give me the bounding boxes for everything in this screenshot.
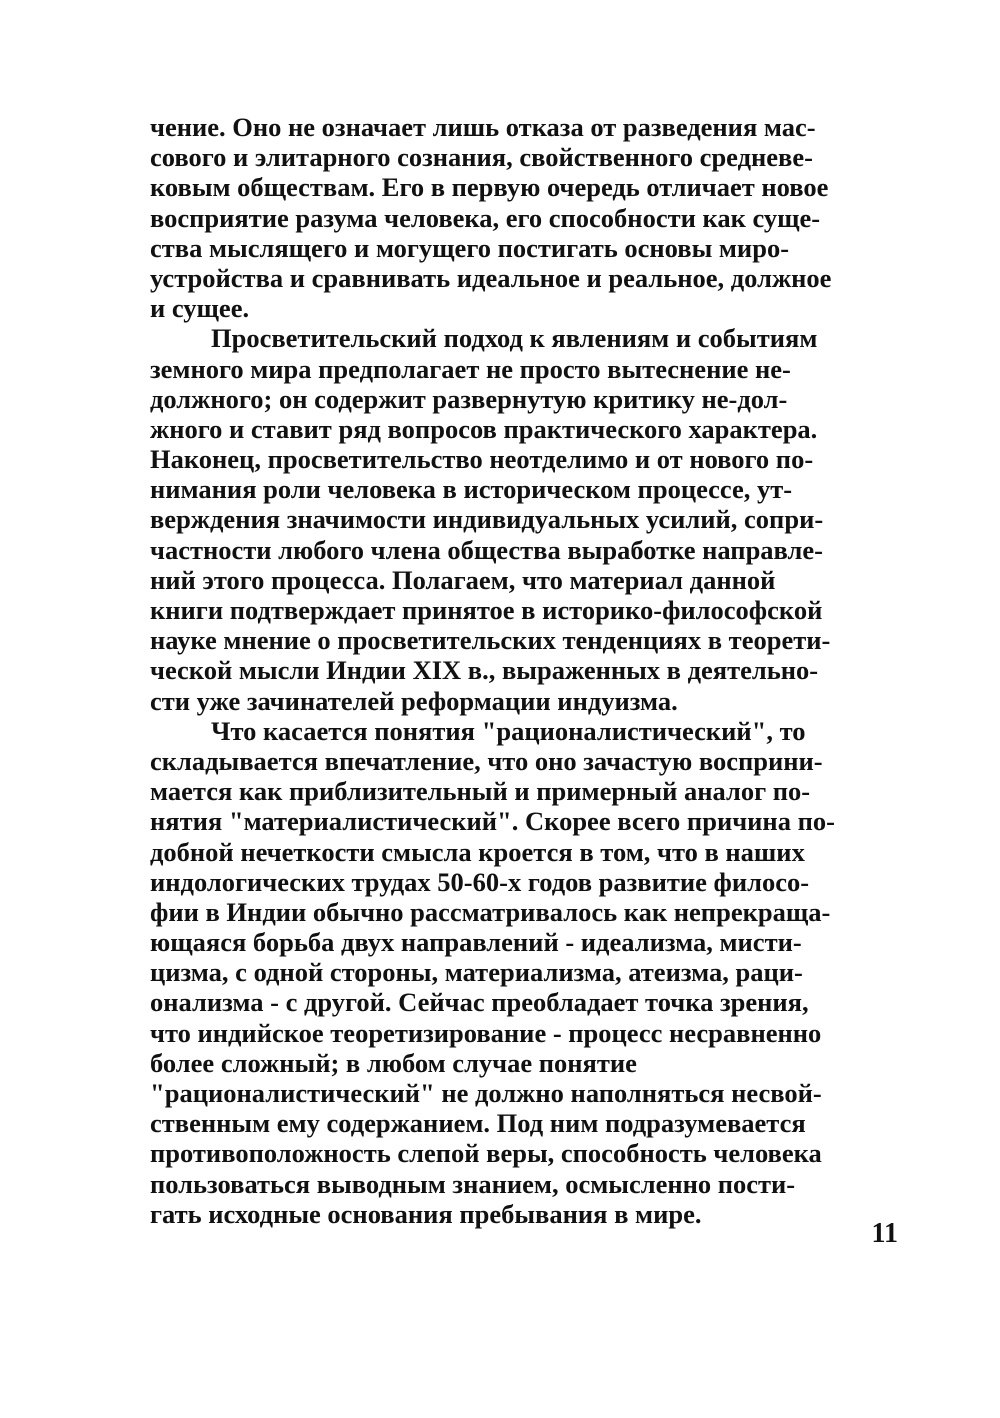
text-line: Просветительский подход к явлениям и событиям bbox=[211, 323, 818, 354]
text-line: ственным ему содержанием. Под ним подразумевается bbox=[150, 1108, 806, 1139]
text-line: земного мира предполагает не просто вытеснение не- bbox=[150, 353, 791, 384]
text-line: чение. Оно не означает лишь отказа от разведения мас- bbox=[150, 112, 816, 142]
text-line: мается как приблизительный и примерный аналог по- bbox=[150, 776, 811, 807]
text-line: устройства и сравнивать идеальное и реальное, должное bbox=[150, 262, 832, 293]
text-line: науке мнение о просветительских тенденциях в теорети- bbox=[150, 625, 831, 656]
text-line: должного; он содержит развернутую критику не-дол- bbox=[150, 383, 788, 414]
paragraph bbox=[150, 323, 898, 715]
text-line: верждения значимости индивидуальных усилий, сопри- bbox=[150, 504, 824, 535]
text-line: "рационалистический" не должно наполняться несвой- bbox=[150, 1078, 822, 1108]
text-line: что индийское теоретизирование - процесс несравненно bbox=[150, 1017, 822, 1048]
text-line: жного и ставит ряд вопросов практического характера. bbox=[150, 413, 818, 444]
text-line: фии в Индии обычно рассматривалось как непрекраща- bbox=[150, 896, 831, 927]
text-line: пользоваться выводным знанием, осмысленно пости- bbox=[150, 1168, 796, 1199]
text-line: частности любого члена общества выработке направле- bbox=[150, 534, 823, 565]
text-line: сти уже зачинателей реформации индуизма. bbox=[150, 685, 678, 716]
text-line: ковым обществам. Его в первую очередь отличает новое bbox=[150, 172, 829, 203]
text-line: нимания роли человека в историческом процессе, ут- bbox=[150, 474, 793, 505]
text-line: книги подтверждает принятое в историко-философской bbox=[150, 595, 823, 625]
text-line: добной нечеткости смысла кроется в том, что в наших bbox=[150, 836, 805, 867]
text-line: ческой мысли Индии XIX в., выраженных в деятельно- bbox=[150, 655, 819, 686]
text-line: Наконец, просветительство неотделимо и от нового по- bbox=[150, 444, 814, 475]
paragraph bbox=[150, 112, 898, 323]
text-line: и сущее. bbox=[150, 293, 250, 324]
text-line: цизма, с одной стороны, материализма, атеизма, раци- bbox=[150, 957, 803, 988]
text-line: индологических трудах 50-60-х годов развитие филосо- bbox=[150, 866, 810, 897]
text-line: онализма - с другой. Сейчас преобладает точка зрения, bbox=[150, 987, 809, 1018]
text-line: гать исходные основания пребывания в мире. bbox=[150, 1198, 702, 1229]
text-line: Что касается понятия "рационалистический", то bbox=[211, 715, 806, 746]
text-line: нятия "материалистический". Скорее всего причина по- bbox=[150, 806, 835, 837]
text-line: сового и элитарного сознания, свойственного средневе- bbox=[150, 142, 813, 173]
paragraph bbox=[150, 716, 898, 1229]
text-line: ства мыслящего и могущего постигать основы миро- bbox=[150, 232, 790, 263]
body-text bbox=[150, 112, 898, 1229]
text-line: более сложный; в любом случае понятие bbox=[150, 1047, 637, 1078]
text-line: восприятие разума человека, его способности как суще- bbox=[150, 202, 821, 233]
text-line: складывается впечатление, что оно зачастую восприни- bbox=[150, 745, 823, 776]
text-line: ний этого процесса. Полагаем, что материал данной bbox=[150, 564, 776, 595]
text-line: противоположность слепой веры, способность человека bbox=[150, 1138, 822, 1169]
text-line: ющаяся борьба двух направлений - идеализма, мисти- bbox=[150, 927, 802, 958]
page-number: 11 bbox=[871, 1218, 898, 1249]
